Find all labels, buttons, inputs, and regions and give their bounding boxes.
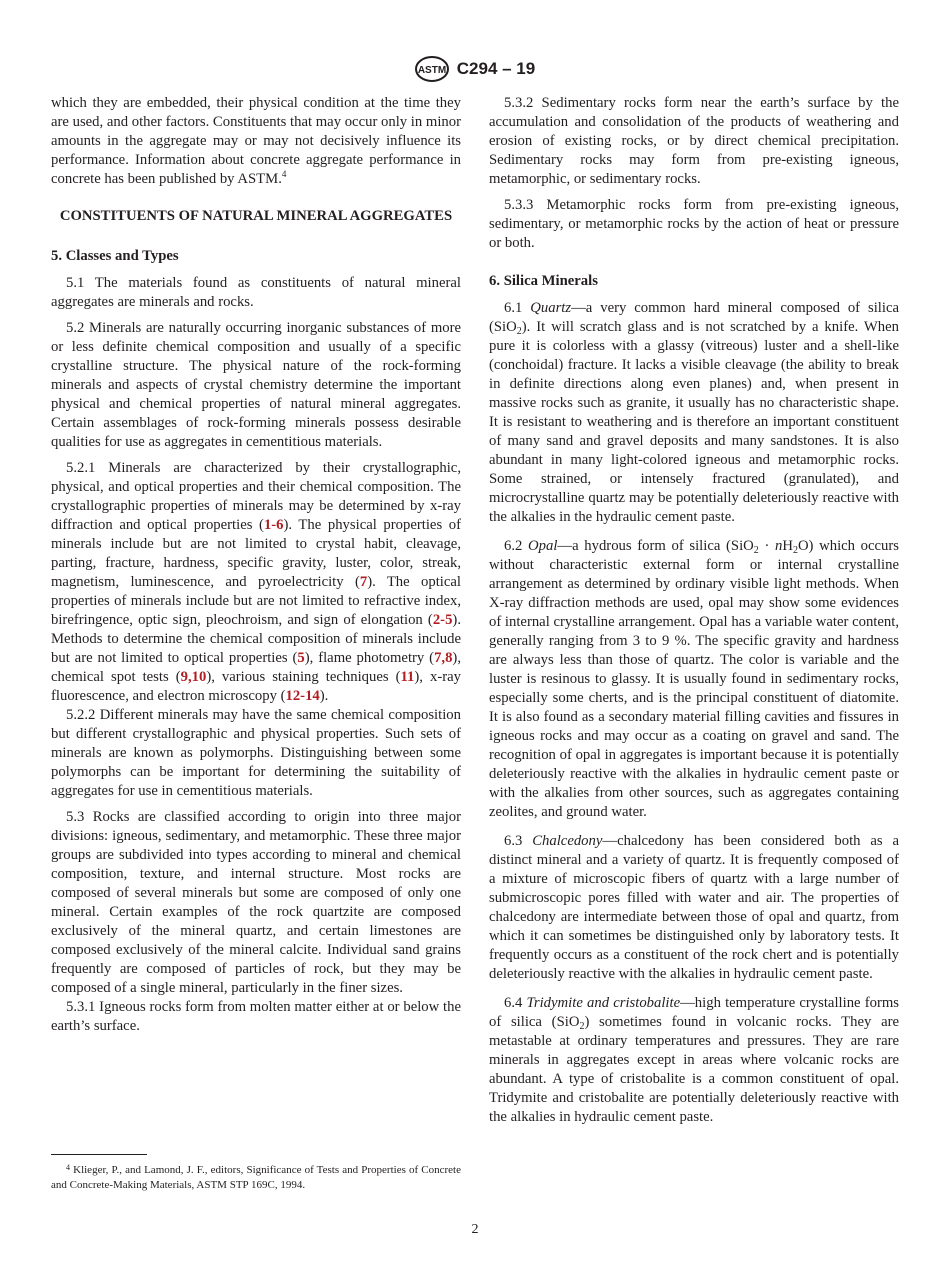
reference-link[interactable]: 7 <box>359 574 368 590</box>
footnote: $^4$ Klieger, P., and Lamond, J. F., editors, Significance of Tests and Properties of Concrete and Concrete-Making Materials, ASTM STP 169C, 1994. <box>51 1163 461 1191</box>
paragraph-5-2-2: 5.2.2 Different minerals may have the same chemical composition but different crystallographic and physical properties. Such sets of minerals are known as polymorphs. Distinguishing between some polymorphs can be important for determining the suitability of aggregates for use in cementitious materials. <box>51 707 461 799</box>
document-designation: C294 – 19 <box>456 59 536 78</box>
paragraph-5-2-1: 5.2.1 Minerals are characterized by their crystallographic, physical, and optical properties and their chemical composition. The crystallographic properties of minerals may be determined by x-ray diffraction and optical properties (1-6). The physical properties of minerals include but are not limited to crystal habit, cleavage, parting, fracture, hardness, specific gravity, luster, color, streak, magnetism, luminescence, and pyroelectricity (7). The optical properties of minerals include but are not limited to refractive index, birefringence, optic sign, pleochroism, and sign of elongation (2-5). Methods to determine the chemical composition of minerals include but are not limited to optical properties (5), flame photometry (7,8), chemical spot tests (9,10), various staining techniques (11), x-ray fluorescence, and electron microscopy (12-14). <box>51 460 461 704</box>
reference-link[interactable]: 5 <box>297 650 305 666</box>
page-header <box>0 56 950 82</box>
footnote-ref: 4 <box>281 169 287 179</box>
paragraph-5-3-2: 5.3.2 Sedimentary rocks form near the earth’s surface by the accumulation and consolidation of the products of weathering and erosion of existing rocks, or by direct chemical precipitation. Sedimentary rocks may form from pre-existing igneous, metamorphic, or sedimentary rocks. <box>489 95 899 187</box>
paragraph-6-4: 6.4 Tridymite and cristobalite—high temperature crystalline forms of silica (SiO$_2$) sometimes found in volcanic rocks. They are metastable at ordinary temperatures and pressures. They are rare minerals in aggregates except in areas where volcanic rocks are abundant. A type of cristobalite is a common constituent of opal. Tridymite and cristobalite are potentially deleteriously reactive with the alkalies in hydraulic cement paste. <box>489 995 899 1125</box>
paragraph-6-2: 6.2 Opal—a hydrous form of silica $(SiO_2 \cdot nH_2O)$ which occurs without characteristic external form or internal crystalline arrangement as determined by ordinary visible light methods. When X-ray diffraction methods are used, opal may show some evidences of internal crystalline arrangement. Opal has a variable water content, generally ranging from 3 to 9 %. The specific gravity and hardness are always less than those of quartz. The color is variable and the luster is resinous to glassy. It is usually found in sedimentary rocks, especially some cherts, and is the principal constituent of diatomite. It is also found as a secondary material filling cavities and fissures in igneous rocks and may occur as a coating on gravel and sand. The recognition of opal in aggregates is important because it is potentially deleteriously reactive with the alkalies in hydraulic cement paste or with the alkalies from other sources, such as aggregates containing zeolites, and ground water. <box>489 538 899 820</box>
astm-logo-icon <box>415 56 449 82</box>
reference-link[interactable]: 12-14 <box>285 688 320 704</box>
reference-link[interactable]: 11 <box>400 669 415 685</box>
paragraph-5-2: 5.2 Minerals are naturally occurring inorganic substances of more or less definite chemical composition and usually of a specific crystalline structure. The physical nature of the rock-forming minerals and aspects of crystal chemistry determine the important physical and chemical properties of natural mineral aggregates. Certain assemblages of rock-forming minerals possess desirable qualities for use as aggregates in cementitious materials. <box>51 320 461 450</box>
section-5-heading: 5. Classes and Types <box>51 248 179 264</box>
paragraph-6-3: 6.3 Chalcedony—chalcedony has been considered both as a distinct mineral and a variety of quartz. It is frequently composed of a mixture of microscopic fibers of quartz with a large number of submicroscopic pores filled with water and air. The properties of chalcedony are intermediate between those of opal and quartz, from which it can sometimes be distinguished only by laboratory tests. It frequently occurs as a constituent of the rock chert and is potentially deleteriously reactive with the alkalies in hydraulic cement paste. <box>489 833 899 982</box>
paragraph-5-3: 5.3 Rocks are classified according to origin into three major divisions: igneous, sedimentary, and metamorphic. These three major groups are subdivided into types according to mineral and chemical composition, texture, and internal structure. Most rocks are composed of several minerals but some are composed of only one mineral. Certain examples of the rock quartzite are composed exclusively of the mineral quartz, and certain limestones are composed exclusively of the mineral calcite. Individual sand grains frequently are composed of particles of rock, but they may be composed of a single mineral, particularly in the finer sizes. <box>51 809 461 996</box>
footnote-divider <box>51 1154 147 1155</box>
left-column <box>51 94 461 1036</box>
section-6-heading: 6. Silica Minerals <box>489 273 598 289</box>
svg-text:ASTM: ASTM <box>417 65 446 76</box>
right-column <box>489 94 899 1127</box>
reference-link[interactable]: 2-5 <box>432 612 453 628</box>
page-number: 2 <box>471 1222 479 1237</box>
paragraph-6-1: 6.1 Quartz—a very common hard mineral composed of silica (SiO$_2$). It will scratch glass and is not scratched by a knife. When pure it is colorless with a glassy (vitreous) luster and a shell-like (conchoidal) fracture. It lacks a visible cleavage (the ability to break in definite directions along even planes) and, when present in massive rocks such as granite, it usually has no characteristic shape. It is resistant to weathering and is therefore an important constituent of many sand and gravel deposits and many sandstones. It is also abundant in many light-colored igneous and metamorphic rocks. Some strained, or intensely fractured (granulated), and microcrystalline quartz may be potentially deleteriously reactive with the alkalies in the hydraulic cement paste. <box>489 300 899 525</box>
paragraph-5-3-1: 5.3.1 Igneous rocks form from molten matter either at or below the earth’s surface. <box>51 999 461 1034</box>
reference-link[interactable]: 7,8 <box>434 650 453 666</box>
main-heading: CONSTITUENTS OF NATURAL MINERAL AGGREGATES <box>59 208 453 224</box>
paragraph-5-1: 5.1 The materials found as constituents of natural mineral aggregates are minerals and rocks. <box>51 275 461 310</box>
reference-link[interactable]: 1-6 <box>263 517 284 533</box>
reference-link[interactable]: 9,10 <box>180 669 207 685</box>
paragraph-continuation: which they are embedded, their physical condition at the time they are used, and other factors. Constituents that may occur only in minor amounts in the aggregate may or may not decisively influence its performance. Information about concrete aggregate performance in concrete has been published by ASTM.$^4$ <box>51 95 461 187</box>
paragraph-5-3-3: 5.3.3 Metamorphic rocks form from pre-existing igneous, sedimentary, or metamorphic rocks by the action of heat or pressure or both. <box>489 197 899 251</box>
